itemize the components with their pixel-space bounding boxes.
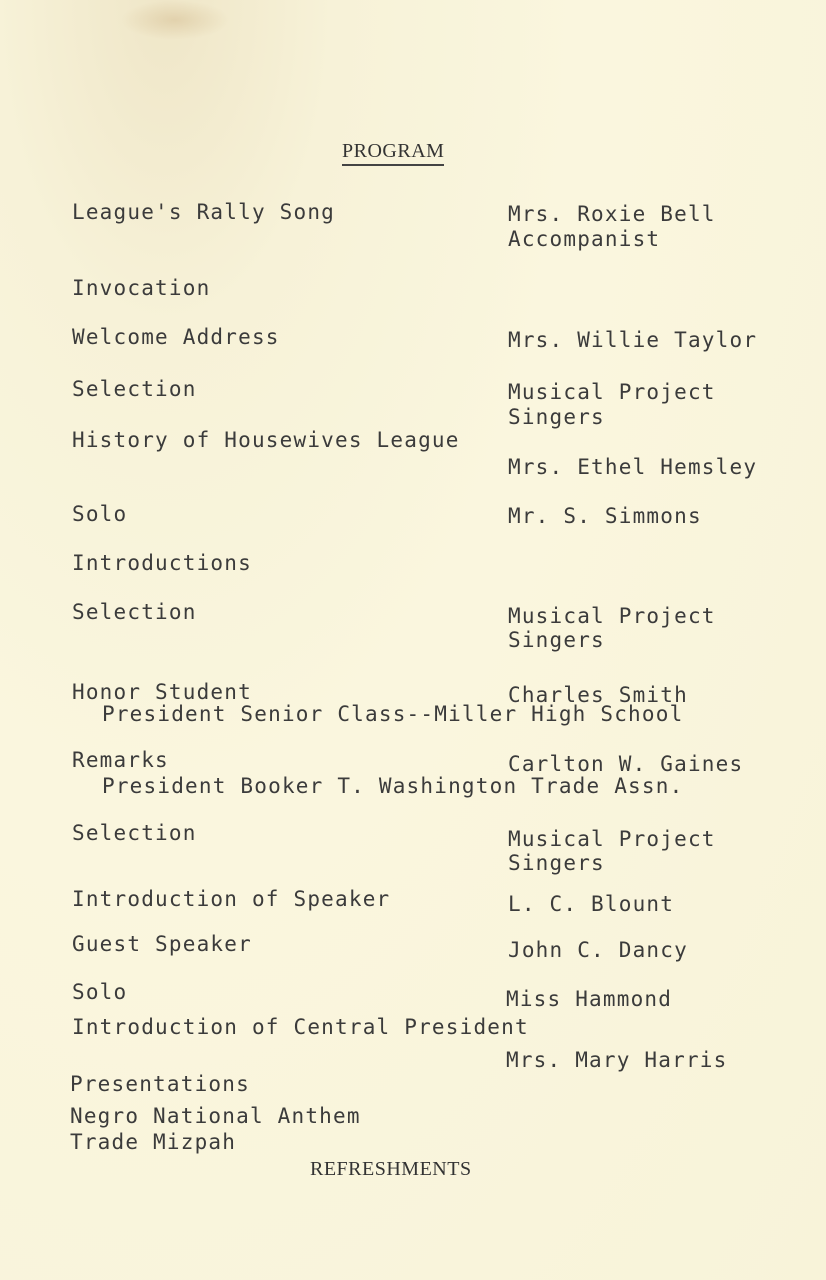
item-performer: Mrs. Willie Taylor — [508, 328, 758, 352]
item-label: Introductions — [72, 551, 252, 575]
item-performer: Carlton W. Gaines — [508, 752, 744, 776]
item-performer: Mr. S. Simmons — [508, 504, 702, 528]
paper-stain — [120, 0, 230, 40]
item-label: Negro National Anthem — [70, 1104, 361, 1128]
item-performer: John C. Dancy — [508, 938, 688, 962]
item-performer: Mrs. Ethel Hemsley — [508, 455, 758, 479]
item-performer-line2: Singers — [508, 851, 605, 875]
item-label: Selection — [72, 821, 197, 845]
item-performer: Musical Project — [508, 604, 716, 628]
item-label: Honor Student — [72, 680, 252, 704]
item-label: Solo — [72, 980, 128, 1004]
item-performer: Charles Smith — [508, 683, 688, 707]
item-performer: Mrs. Roxie Bell — [508, 202, 716, 226]
item-label: Invocation — [72, 276, 211, 300]
item-label: Selection — [72, 600, 197, 624]
item-label: League's Rally Song — [72, 200, 336, 224]
item-label: Selection — [72, 377, 197, 401]
item-performer: Musical Project — [508, 827, 716, 851]
item-performer: Miss Hammond — [506, 987, 673, 1011]
item-performer: Mrs. Mary Harris — [506, 1048, 728, 1072]
item-label: Welcome Address — [72, 325, 280, 349]
item-label: Introduction of Central President — [72, 1015, 529, 1039]
item-label: Guest Speaker — [72, 932, 252, 956]
item-label: Presentations — [70, 1072, 250, 1096]
item-performer-line2: Singers — [508, 405, 605, 429]
item-subtitle: President Senior Class--Miller High School — [102, 702, 684, 726]
item-performer-line2: Accompanist — [508, 227, 661, 251]
item-label: Trade Mizpah — [70, 1130, 237, 1154]
item-performer-line2: Singers — [508, 628, 605, 652]
item-label: Solo — [72, 502, 128, 526]
item-subtitle: President Booker T. Washington Trade Assn. — [102, 774, 684, 798]
item-performer: L. C. Blount — [508, 892, 675, 916]
item-label: Introduction of Speaker — [72, 887, 391, 911]
item-label: Remarks — [72, 748, 169, 772]
program-title: PROGRAM — [342, 140, 444, 166]
item-performer: Musical Project — [508, 380, 716, 404]
closing-refreshments: REFRESHMENTS — [310, 1158, 472, 1180]
item-label: History of Housewives League — [72, 428, 460, 452]
